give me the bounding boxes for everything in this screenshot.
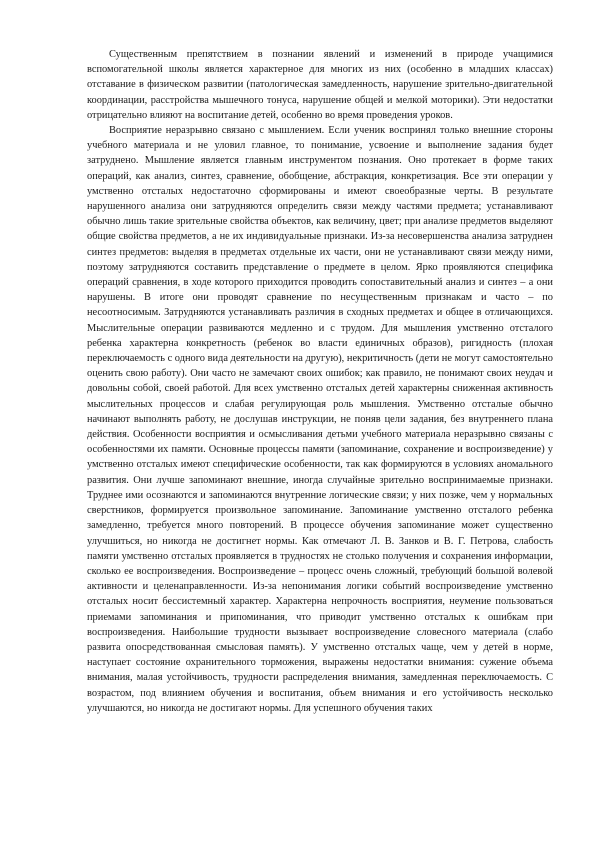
paragraph-physical-development: Существенным препятствием в познании явлений и изменений в природе учащимися вспомогательной школы является характерное для многих из них (особенно в младших классах) отставание в физическом развитии (патологическая замедленность, нарушение зрительно-двигательной координации, расстройства мышечного тонуса, нарушение общей и мелкой моторики). Эти недостатки отрицательно влияют на воспитание детей, особенно во время проведения уроков. [87,49,553,121]
document-page [87,47,553,716]
paragraph-perception-thinking: Восприятие неразрывно связано с мышлением. Если ученик воспринял только внешние стороны учебного материала и не уловил главное, то понимание, усвоение и выполнение задания будет затруднено. Мышление является главным инструментом познания. Оно протекает в форме таких операций, как анализ, синтез, сравнение, обобщение, абстракция, конкретизация. Все эти операции у умственно отсталых недостаточно сформированы и имеют своеобразные черты. В результате нарушенного анализа они затрудняются определить связи между частями предмета; устанавливают обычно лишь такие зрительные свойства объектов, как величину, цвет; при анализе предметов выделяют общие свойства предметов, а не их индивидуальные признаки. Из-за несовершенства анализа затруднен синтез предметов: выделяя в предметах отдельные их части, они не устанавливают связи между ними, поэтому затрудняются составить представление о предмете в целом. Ярко проявляются специфика операций сравнения, в ходе которого приходится проводить сопоставительный анализ и синтез – а они нарушены. В итоге они проводят сравнение по несущественным признакам и часто – по несоотносимым. Затрудняются устанавливать различия в сходных предметах и общее в отличающихся. Мыслительные операции развиваются медленно и с трудом. Для мышления умственно отсталого ребенка характерна конкретность (ребенок во власти единичных образов), ригидность (плохая переключаемость с одного вида деятельности на другую), некритичность (дети не могут самостоятельно оценить свою работу). Они часто не замечают своих ошибок; как правило, не понимают своих неудач и довольны собой, своей работой. Для всех умственно отсталых детей характерны сниженная активность мыслительных процессов и слабая регулирующая роль мышления. Умственно отсталые обычно начинают выполнять работу, не дослушав инструкции, не поняв цели задания, без внутреннего плана действия. Особенности восприятия и осмысливания детьми учебного материала неразрывно связаны с особенностями их памяти. Основные процессы памяти (запоминание, сохранение и воспроизведение) у умственно отсталых имеют специфические особенности, так как формируются в условиях аномального развития. Они лучше запоминают внешние, иногда случайные зрительно воспринимаемые признаки. Труднее ими осознаются и запоминаются внутренние логические связи; у них позже, чем у нормальных сверстников, формируется произвольное запоминание. Запоминание умственно отсталого ребенка замедленно, требуется много повторений. В процессе обучения запоминание может существенно улучшиться, но никогда не достигнет нормы. Как отмечают Л. В. Занков и В. Г. Петрова, слабость памяти умственно отсталых проявляется в трудностях не столько получения и сохранения информации, сколько ее воспроизведения. Воспроизведение – процесс очень сложный, требующий большой волевой активности и целенаправленности. Из-за непонимания логики событий воспроизведение умственно отсталых носит бессистемный характер. Характерна непрочность восприятия, неумение пользоваться приемами запоминания и припоминания, что приводит умственно отсталых к ошибкам при воспроизведения. Наибольшие трудности вызывает воспроизведение словесного материала (слабо развита опосредствованная смысловая память). У умственно отсталых чаще, чем у детей в норме, наступает состояние охранительного торможения, выражены недостатки внимания: сужение объема внимания, малая устойчивость, трудности распределения внимания, замедленная переключаемость. С возрастом, под влиянием обучения и воспитания, объем внимания и его устойчивость несколько улучшаются, но никогда не достигают нормы. Для успешного обучения таких [87,125,553,714]
